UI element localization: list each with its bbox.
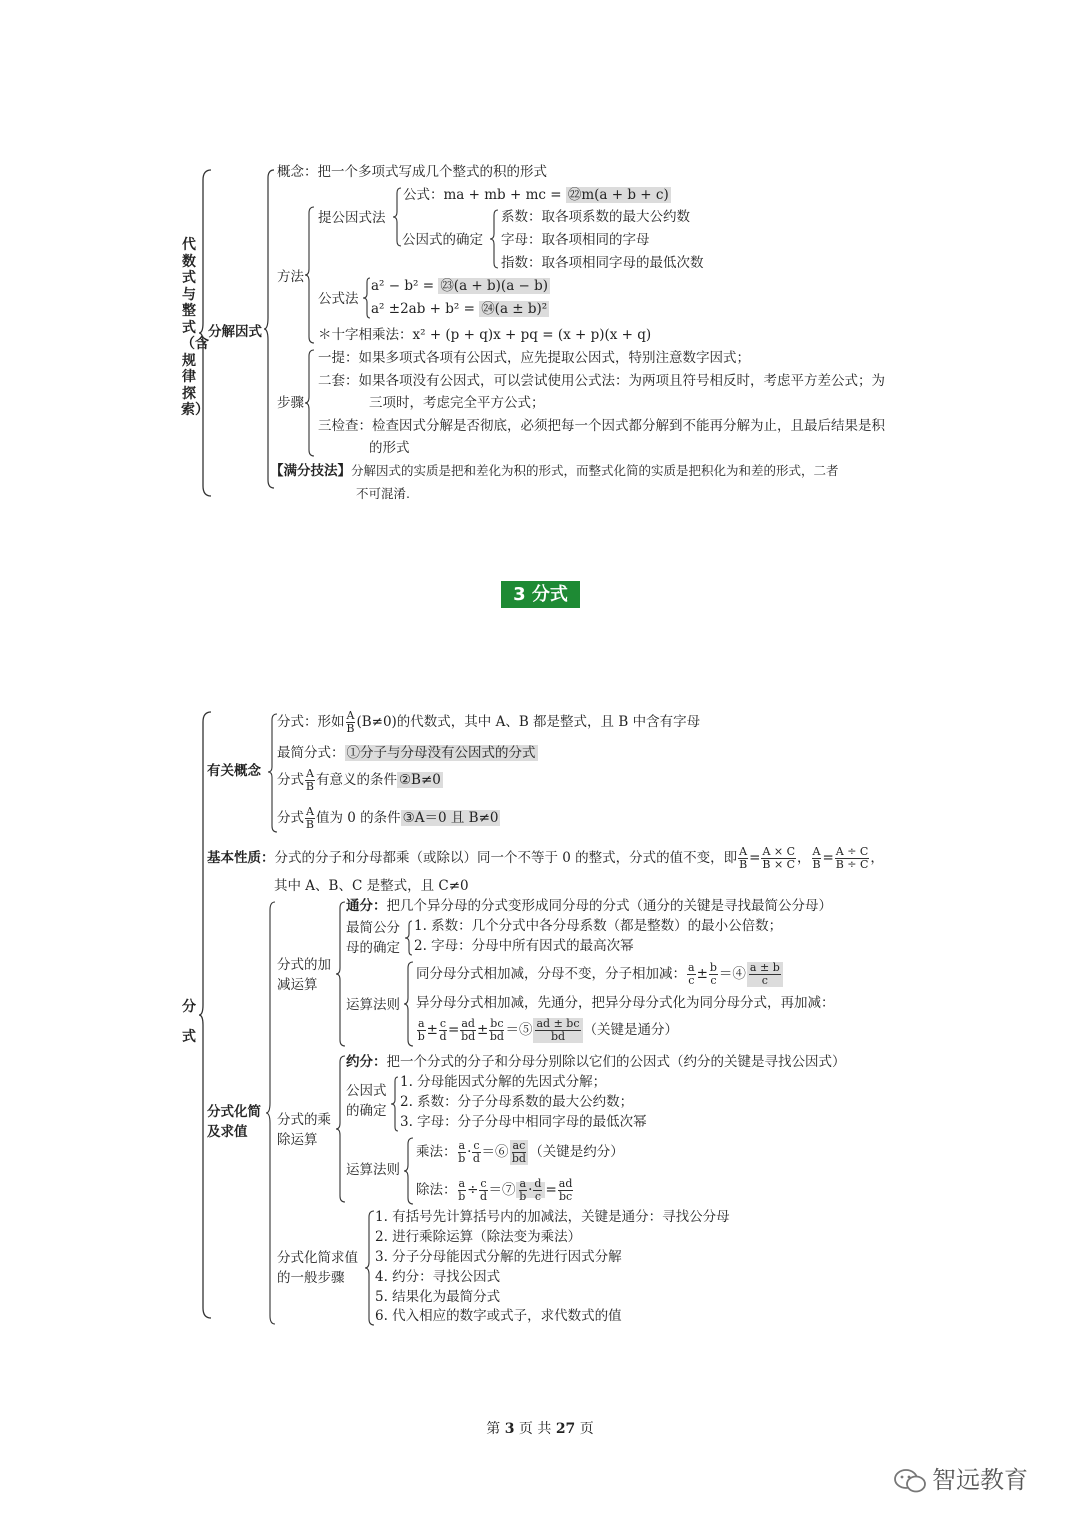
p-f4-num: A ÷ C	[835, 845, 869, 858]
side-title-algebra: 代数式与整式（含规律探索）	[181, 237, 209, 418]
d-dot: ·	[528, 1182, 533, 1198]
d-pre: 除法：	[416, 1182, 457, 1198]
d-frac-2	[479, 1178, 487, 1203]
concept-meaningful	[277, 768, 443, 793]
tf-rule-1: 1. 系数：几个分式中各分母系数（都是整数）的最小公倍数；	[414, 918, 783, 934]
r1-text: 同分母分式相加减，分母不变，分子相加减：	[416, 966, 686, 982]
concept-zero	[277, 806, 500, 831]
r3-a: a	[418, 1017, 425, 1030]
node-concepts: 有关概念	[207, 763, 261, 779]
general-label: 分式化简求值的一般步骤	[277, 1250, 358, 1286]
d-b: b	[458, 1190, 466, 1203]
r3-bd: bd	[461, 1030, 476, 1043]
r1-frac-b	[709, 962, 718, 987]
c3-answer: ②B≠0	[398, 772, 441, 788]
r3-frac-3	[460, 1018, 476, 1043]
d-ad2: c	[534, 1190, 542, 1203]
d-ad1: b	[519, 1190, 527, 1203]
brace-gongshifa	[363, 276, 371, 320]
cross-mult-line: ＊十字相乘法：x² + (p + q)x + pq = (x + p)(x + q)	[318, 327, 652, 343]
side-title-fraction: 分式	[182, 999, 196, 1045]
brace-add	[336, 900, 346, 1048]
node-simplify: 分式化简及求值	[207, 1104, 261, 1140]
p-f2-den: B × C	[762, 858, 796, 871]
concept-fraction	[277, 710, 700, 735]
r3-pm-2: ±	[476, 1022, 489, 1038]
xishu-line: 系数：取各项系数的最大公约数	[501, 209, 690, 225]
brace-gyqd	[490, 208, 500, 270]
footer-pre: 第	[486, 1421, 501, 1437]
p-f2-num: A × C	[762, 845, 796, 858]
c3-den: B	[305, 780, 315, 793]
brace-main-2	[199, 710, 213, 1322]
tongfen-label: 通分：	[346, 898, 387, 914]
yuefen-text: 把一个分式的分子和分母分别除以它们的公因式（约分的关键是寻找公因式）	[386, 1054, 846, 1070]
c4-num: A	[306, 805, 314, 818]
d-eq: ＝⑦	[488, 1182, 516, 1198]
node-factorization: 分解因式	[208, 324, 262, 340]
mul-label: 分式的乘除运算	[277, 1112, 331, 1148]
step-2b: 三项时，考虑完全平方公式；	[369, 395, 545, 411]
d-rn: ad	[558, 1177, 573, 1190]
f2-text: a² ±2ab + b² =	[371, 301, 480, 317]
tongfen-line	[346, 897, 832, 915]
p-eq-1: =	[749, 850, 761, 866]
property-line	[207, 846, 884, 871]
yuefen-label: 约分：	[346, 1054, 387, 1070]
wechat-icon	[892, 1467, 928, 1495]
c1-pre: 分式：形如	[277, 714, 345, 730]
m-note: （关键是约分）	[529, 1144, 624, 1160]
d-ans-frac-2	[533, 1178, 542, 1203]
brace-gysqd	[391, 1075, 399, 1133]
r3-eq-5: ＝⑤	[505, 1022, 533, 1038]
c1-frac	[346, 710, 356, 735]
brace-general	[365, 1209, 375, 1327]
gongshifa-label: 公式法	[318, 291, 359, 307]
r3-frac-2	[439, 1018, 447, 1043]
rule-diff-formula	[416, 1018, 678, 1043]
f2-answer: ㉔(a ± b)²	[481, 301, 548, 317]
d-result	[558, 1178, 574, 1203]
p-frac-4	[835, 846, 870, 871]
formula-perfect-square	[371, 300, 549, 318]
r1-a: a	[688, 961, 695, 974]
p-sep: ，	[797, 850, 811, 866]
general-step-1: 1. 有括号先计算括号内的加减法，关键是通分：寻找公分母	[375, 1209, 730, 1225]
m-eq: ＝⑥	[481, 1144, 509, 1160]
p-frac-1	[738, 846, 748, 871]
gongshi-text: 公式：ma + mb + mc =	[403, 187, 566, 203]
r3-bd2: bd	[489, 1030, 504, 1043]
add-label: 分式的加减运算	[277, 957, 331, 993]
brace-zjgfm	[405, 919, 413, 957]
m-frac-2	[472, 1140, 480, 1165]
step-3a: 三检查：检查因式分解是否彻底，必须把每一个因式都分解到不能再分解为止，且最后结果是积	[318, 418, 885, 434]
r3-ad: ad	[461, 1017, 475, 1030]
tip-text: 分解因式的实质是把和差化为积的形式，而整式化简的实质是把积化为和差的形式，二者	[351, 463, 839, 478]
m-frac-1	[458, 1140, 467, 1165]
steps-label: 步骤	[277, 395, 304, 411]
c4-answer: ③A＝0 且 B≠0	[402, 810, 499, 826]
m-dot: ·	[467, 1144, 472, 1160]
c4-pre: 分式	[277, 810, 304, 826]
m-c: c	[473, 1139, 480, 1152]
watermark-text: 智远教育	[932, 1466, 1028, 1494]
gyqd-label: 公因式的确定	[402, 232, 483, 248]
r3-frac-1	[417, 1018, 426, 1043]
r1-answer	[747, 962, 783, 987]
brace-simplify	[266, 900, 276, 1326]
c2-answer: ①分子与分母没有公因式的分式	[346, 745, 536, 761]
c4-frac	[305, 806, 315, 831]
f1-text: a² − b² =	[371, 278, 439, 294]
r1-b: b	[709, 961, 717, 974]
p-frac-2	[761, 846, 796, 871]
step-2a: 二套：如果各项没有公因式，可以尝试使用公式法：为两项且符号相反时，考虑平方差公式；为	[318, 373, 885, 389]
c4-post: 值为 0 的条件	[315, 810, 401, 826]
r3-answer	[533, 1018, 582, 1043]
rule-diff-denominator: 异分母分式相加减，先通分，把异分母分式化为同分母分式，再加减：	[416, 995, 835, 1011]
r3-bc: bc	[490, 1017, 504, 1030]
brace-steps	[305, 348, 315, 458]
property-text: 分式的分子和分母都乘（或除以）同一个不等于 0 的整式，分式的值不变，即	[274, 850, 738, 866]
f1-answer: ㉓(a + b)(a − b)	[440, 278, 549, 294]
footer-total: 27	[555, 1421, 576, 1437]
zjgfm-label: 最简公分母的确定	[346, 920, 400, 956]
footer-page: 3	[504, 1421, 515, 1437]
d-ans-frac-1	[519, 1178, 528, 1203]
zimu-line: 字母：取各项相同的字母	[501, 232, 650, 248]
gongshi-answer: ㉒m(a + b + c)	[567, 187, 669, 203]
d-a: a	[458, 1177, 466, 1190]
c3-num: A	[306, 767, 314, 780]
c3-frac	[305, 768, 315, 793]
r1-ans-num: a ± b	[749, 961, 780, 974]
tf-rule-2: 2. 字母：分母中所有因式的最高次幂	[414, 938, 634, 954]
page-footer	[0, 1418, 1080, 1438]
c4-den: B	[305, 818, 315, 831]
property-line-2: 其中 A、B、C 是整式，且 C≠0	[274, 878, 469, 894]
d-rd: bc	[558, 1190, 573, 1203]
r3-pm-1: ±	[426, 1022, 438, 1038]
rule-divide	[416, 1178, 574, 1203]
r3-eq-1: =	[448, 1022, 460, 1038]
r3-ans-num: ad ± bc	[536, 1017, 580, 1030]
brace-factorization	[264, 168, 276, 490]
p-f1-num: A	[739, 845, 748, 858]
gysqd-label: 公因式的确定	[346, 1083, 387, 1119]
r3-frac-4	[489, 1018, 504, 1043]
concept-line: 概念：把一个多项式写成几个整式的积的形式	[277, 164, 547, 180]
yf-rule-2: 2. 系数：分子分母系数的最大公约数；	[400, 1094, 634, 1110]
c3-post: 有意义的条件	[315, 772, 397, 788]
c3-pre: 分式	[277, 772, 304, 788]
d-frac-1	[458, 1178, 467, 1203]
tip-line-2: 不可混淆.	[356, 486, 410, 501]
m-d: d	[472, 1152, 480, 1165]
general-step-4: 4. 约分：寻找公因式	[375, 1269, 501, 1285]
yuefen-line	[346, 1053, 846, 1071]
p-end: ，	[870, 850, 884, 866]
section-title: 3 分式	[501, 581, 580, 608]
p-f3-num: A	[812, 845, 821, 858]
r1-pm: ±	[696, 966, 708, 982]
footer-mid: 页 共	[518, 1421, 552, 1437]
brace-mul	[336, 1054, 346, 1204]
rule-same-denominator	[416, 962, 784, 987]
d-eq2: =	[545, 1182, 557, 1198]
general-step-5: 5. 结果化为最简分式	[375, 1289, 501, 1305]
general-step-6: 6. 代入相应的数字或式子，求代数式的值	[375, 1308, 622, 1324]
r1-ans-den: c	[761, 974, 768, 987]
r3-c: c	[439, 1017, 447, 1030]
r1-frac-a	[687, 962, 696, 987]
r1-c2: c	[710, 974, 717, 987]
r3-d: d	[439, 1030, 447, 1043]
tigong-label: 提公因式法	[318, 210, 386, 226]
r1-eq: ＝④	[718, 966, 746, 982]
m-a: a	[458, 1139, 466, 1152]
r1-c: c	[688, 974, 695, 987]
m-answer	[510, 1140, 529, 1165]
method-label: 方法	[277, 269, 304, 285]
d-d: d	[479, 1190, 487, 1203]
d-an1: a	[519, 1177, 527, 1190]
c2-pre: 最简分式：	[277, 745, 345, 761]
r3-b: b	[417, 1030, 425, 1043]
m-ans-num: ac	[512, 1139, 526, 1152]
m-pre: 乘法：	[416, 1144, 457, 1160]
c1-post: (B≠0)的代数式，其中 A、B 都是整式，且 B 中含有字母	[356, 714, 701, 730]
brace-ysfz2	[404, 1136, 414, 1206]
p-f3-den: B	[812, 858, 821, 871]
p-frac-3	[812, 846, 822, 871]
c1-den: B	[346, 722, 355, 735]
brace-method	[305, 205, 315, 345]
yf-rule-1: 1. 分母能因式分解的先因式分解；	[400, 1074, 607, 1090]
node-property: 基本性质：	[207, 850, 275, 866]
tongfen-text: 把几个异分母的分式变形成同分母的分式（通分的关键是寻找最简公分母）	[386, 898, 832, 914]
d-an2: d	[534, 1177, 542, 1190]
rule-multiply	[416, 1140, 624, 1165]
step-3b: 的形式	[369, 440, 410, 456]
p-f1-den: B	[739, 858, 748, 871]
d-div: ÷	[467, 1182, 479, 1198]
ysfz-label: 运算法则	[346, 997, 400, 1013]
p-eq-2: =	[822, 850, 834, 866]
formula-diff-squares	[371, 277, 550, 295]
zhishu-line: 指数：取各项相同字母的最低次数	[501, 255, 704, 271]
step-1: 一提：如果多项式各项有公因式，应先提取公因式，特别注意数字因式；	[318, 350, 750, 366]
yf-rule-3: 3. 字母：分子分母中相同字母的最低次幂	[400, 1114, 647, 1130]
d-c: c	[480, 1177, 487, 1190]
general-step-2: 2. 进行乘除运算（除法变为乘法）	[375, 1229, 582, 1245]
m-b: b	[458, 1152, 466, 1165]
r3-ans-den: bd	[550, 1030, 566, 1043]
gongshi-line	[403, 186, 671, 204]
d-answer	[516, 1177, 546, 1203]
tip-label: 【满分技法】	[270, 463, 351, 479]
p-f4-den: B ÷ C	[835, 858, 869, 871]
ysfz2-label: 运算法则	[346, 1162, 400, 1178]
footer-post: 页	[579, 1421, 594, 1437]
tip-line	[270, 462, 839, 480]
r3-note: （关键是通分）	[583, 1022, 678, 1038]
m-ans-den: bd	[511, 1152, 526, 1165]
watermark	[892, 1460, 1028, 1495]
concept-simplest	[277, 744, 538, 762]
c1-num: A	[346, 709, 355, 722]
general-step-3: 3. 分子分母能因式分解的先进行因式分解	[375, 1249, 622, 1265]
brace-ysfz	[404, 960, 414, 1048]
